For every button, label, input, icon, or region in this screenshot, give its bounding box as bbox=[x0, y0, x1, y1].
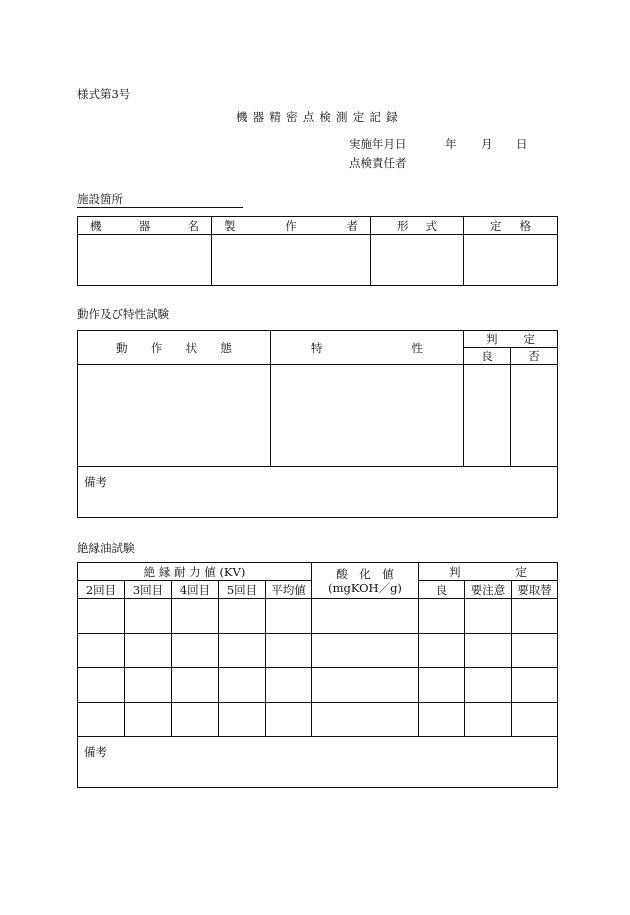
operation-test-table bbox=[77, 330, 558, 518]
year-label: 年 bbox=[445, 137, 457, 151]
table-row bbox=[78, 634, 558, 668]
data-cell[interactable] bbox=[312, 703, 419, 737]
oil-test-table bbox=[77, 562, 558, 788]
facility-label: 施設箇所 bbox=[77, 192, 123, 206]
data-cell[interactable] bbox=[172, 668, 219, 703]
model-cell[interactable] bbox=[371, 235, 464, 286]
header-manufacturer: 製 作 者 bbox=[212, 217, 371, 235]
data-cell[interactable] bbox=[78, 634, 125, 668]
data-cell[interactable] bbox=[312, 634, 419, 668]
data-cell[interactable] bbox=[172, 599, 219, 634]
data-cell[interactable] bbox=[266, 599, 312, 634]
data-cell[interactable] bbox=[266, 634, 312, 668]
equipment-name-cell[interactable] bbox=[78, 235, 212, 286]
inspector-label: 点検責任者 bbox=[349, 156, 407, 170]
data-cell[interactable] bbox=[266, 703, 312, 737]
manufacturer-cell[interactable] bbox=[212, 235, 371, 286]
data-cell[interactable] bbox=[219, 634, 266, 668]
data-cell[interactable] bbox=[312, 599, 419, 634]
header-5th: 5回目 bbox=[219, 581, 266, 599]
month-label: 月 bbox=[481, 137, 493, 151]
header-acid-value: 酸 化 値 (mgKOH／g) bbox=[312, 563, 419, 599]
data-cell[interactable] bbox=[172, 634, 219, 668]
data-cell[interactable] bbox=[125, 599, 172, 634]
data-cell[interactable] bbox=[219, 703, 266, 737]
data-cell[interactable] bbox=[219, 599, 266, 634]
data-cell[interactable] bbox=[125, 668, 172, 703]
data-cell[interactable] bbox=[266, 668, 312, 703]
header-average: 平均値 bbox=[266, 581, 312, 599]
data-cell[interactable] bbox=[419, 634, 465, 668]
remarks-label: 備考 bbox=[84, 745, 107, 759]
data-cell[interactable] bbox=[419, 703, 465, 737]
data-cell[interactable] bbox=[465, 599, 512, 634]
data-cell[interactable] bbox=[419, 599, 465, 634]
data-cell[interactable] bbox=[465, 703, 512, 737]
header-oil-caution: 要注意 bbox=[465, 581, 512, 599]
header-rating: 定 格 bbox=[464, 217, 558, 235]
table-row bbox=[78, 599, 558, 634]
header-3rd: 3回目 bbox=[125, 581, 172, 599]
data-cell[interactable] bbox=[512, 599, 558, 634]
operation-state-cell[interactable] bbox=[78, 365, 271, 467]
data-cell[interactable] bbox=[125, 703, 172, 737]
data-cell[interactable] bbox=[419, 668, 465, 703]
data-cell[interactable] bbox=[78, 703, 125, 737]
remarks-label: 備考 bbox=[84, 475, 107, 489]
operation-remarks-cell[interactable] bbox=[78, 467, 558, 518]
judgement-good-cell[interactable] bbox=[464, 365, 511, 467]
header-oil-judgement: 判 定 bbox=[419, 563, 558, 581]
data-cell[interactable] bbox=[512, 634, 558, 668]
header-2nd: 2回目 bbox=[78, 581, 125, 599]
data-cell[interactable] bbox=[219, 668, 266, 703]
data-cell[interactable] bbox=[465, 668, 512, 703]
document-title: 機器精密点検測定記録 bbox=[236, 110, 403, 124]
facility-underline bbox=[77, 207, 243, 208]
judgement-bad-cell[interactable] bbox=[511, 365, 558, 467]
header-good: 良 bbox=[464, 348, 511, 365]
acid-unit: (mgKOH／g) bbox=[328, 580, 402, 595]
header-dielectric-strength: 絶 縁 耐 力 値 (KV) bbox=[78, 563, 312, 581]
data-cell[interactable] bbox=[125, 634, 172, 668]
header-operation-state: 動 作 状 態 bbox=[78, 331, 271, 365]
characteristics-cell[interactable] bbox=[271, 365, 464, 467]
day-label: 日 bbox=[516, 137, 528, 151]
data-cell[interactable] bbox=[465, 634, 512, 668]
data-cell[interactable] bbox=[172, 703, 219, 737]
header-characteristics: 特 性 bbox=[271, 331, 464, 365]
header-model: 形 式 bbox=[371, 217, 464, 235]
data-cell[interactable] bbox=[312, 668, 419, 703]
data-cell[interactable] bbox=[78, 599, 125, 634]
table-row bbox=[78, 703, 558, 737]
equipment-table bbox=[77, 216, 558, 286]
header-oil-good: 良 bbox=[419, 581, 465, 599]
header-4th: 4回目 bbox=[172, 581, 219, 599]
form-number: 様式第3号 bbox=[77, 87, 131, 101]
oil-section-title: 絶縁油試験 bbox=[77, 541, 135, 555]
table-row bbox=[78, 668, 558, 703]
header-equipment-name: 機 器 名 bbox=[78, 217, 212, 235]
rating-cell[interactable] bbox=[464, 235, 558, 286]
date-label: 実施年月日 bbox=[349, 137, 407, 151]
operation-section-title: 動作及び特性試験 bbox=[77, 307, 169, 321]
data-cell[interactable] bbox=[512, 703, 558, 737]
oil-remarks-cell[interactable] bbox=[78, 737, 558, 788]
data-cell[interactable] bbox=[512, 668, 558, 703]
header-judgement: 判 定 bbox=[464, 331, 558, 348]
data-cell[interactable] bbox=[78, 668, 125, 703]
header-oil-replace: 要取替 bbox=[512, 581, 558, 599]
header-bad: 否 bbox=[511, 348, 558, 365]
